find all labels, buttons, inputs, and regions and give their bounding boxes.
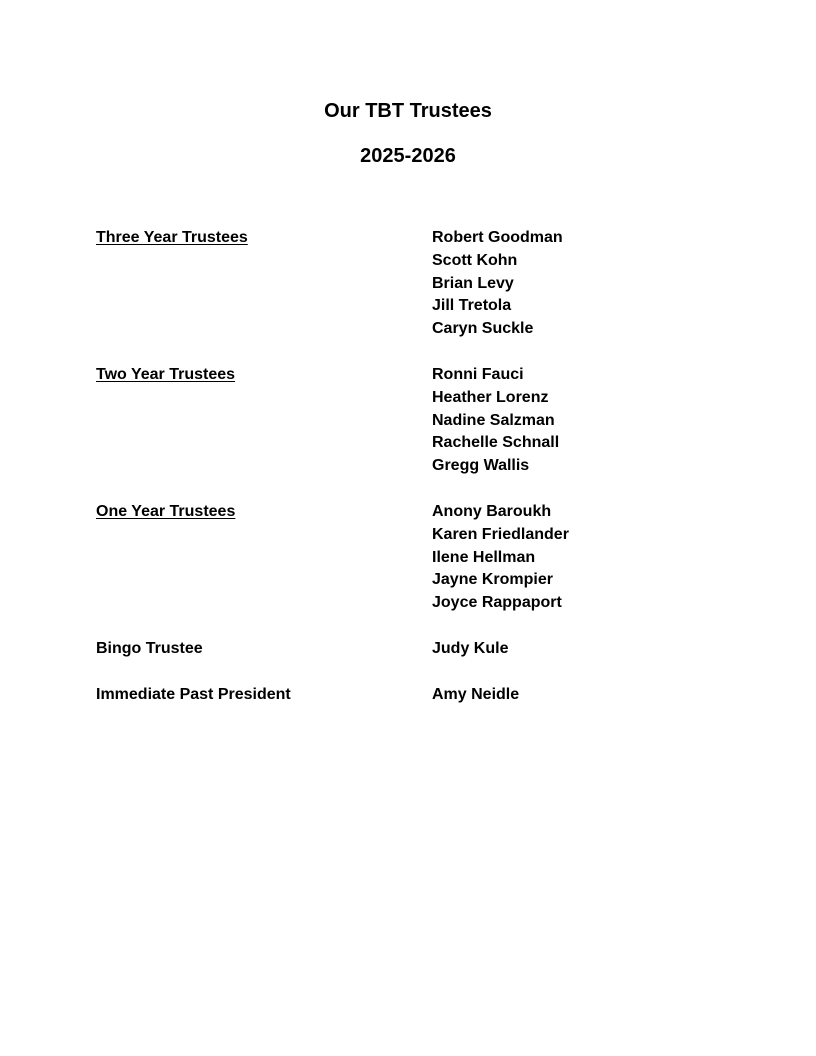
trustee-sections [96, 227, 736, 730]
trustee-name: Robert Goodman [432, 229, 563, 246]
trustee-name: Karen Friedlander [432, 525, 569, 543]
trustee-name: Scott Kohn [432, 251, 518, 269]
section-one-year-trustees [96, 501, 736, 615]
trustee-name: Jill Tretola [432, 297, 512, 315]
section-label: Immediate Past President [96, 685, 291, 703]
trustee-name: Rachelle Schnall [432, 434, 560, 452]
trustee-name: Anony Baroukh [432, 502, 552, 520]
name-list [432, 638, 508, 661]
trustee-name: Amy Neidle [432, 685, 520, 703]
trustee-name: Gregg Wallis [432, 457, 530, 475]
section-label: One Year Trustees [96, 502, 236, 520]
trustee-name: Ilene Hellman [432, 548, 536, 566]
section-bingo-trustee [96, 638, 736, 661]
trustee-name: Heather Lorenz [432, 388, 549, 406]
section-immediate-past-president [96, 684, 736, 707]
trustee-name: Caryn Suckle [432, 320, 534, 338]
document-year: 2025-2026 [360, 145, 456, 167]
trustee-name: Judy Kule [432, 639, 509, 657]
trustee-name: Joyce Rappaport [432, 594, 562, 612]
section-two-year-trustees [96, 364, 736, 478]
name-list [432, 501, 569, 615]
section-label: Bingo Trustee [96, 639, 203, 657]
trustee-name: Jayne Krompier [432, 571, 553, 589]
name-list [432, 227, 563, 341]
name-list [432, 364, 559, 478]
section-label: Two Year Trustees [96, 365, 236, 383]
trustee-name: Brian Levy [432, 274, 514, 292]
trustee-name: Ronni Fauci [432, 365, 524, 383]
section-label: Three Year Trustees [96, 229, 248, 246]
trustee-name: Nadine Salzman [432, 411, 555, 429]
name-list [432, 684, 519, 707]
section-three-year-trustees [96, 227, 736, 341]
document-title: Our TBT Trustees [324, 100, 492, 122]
